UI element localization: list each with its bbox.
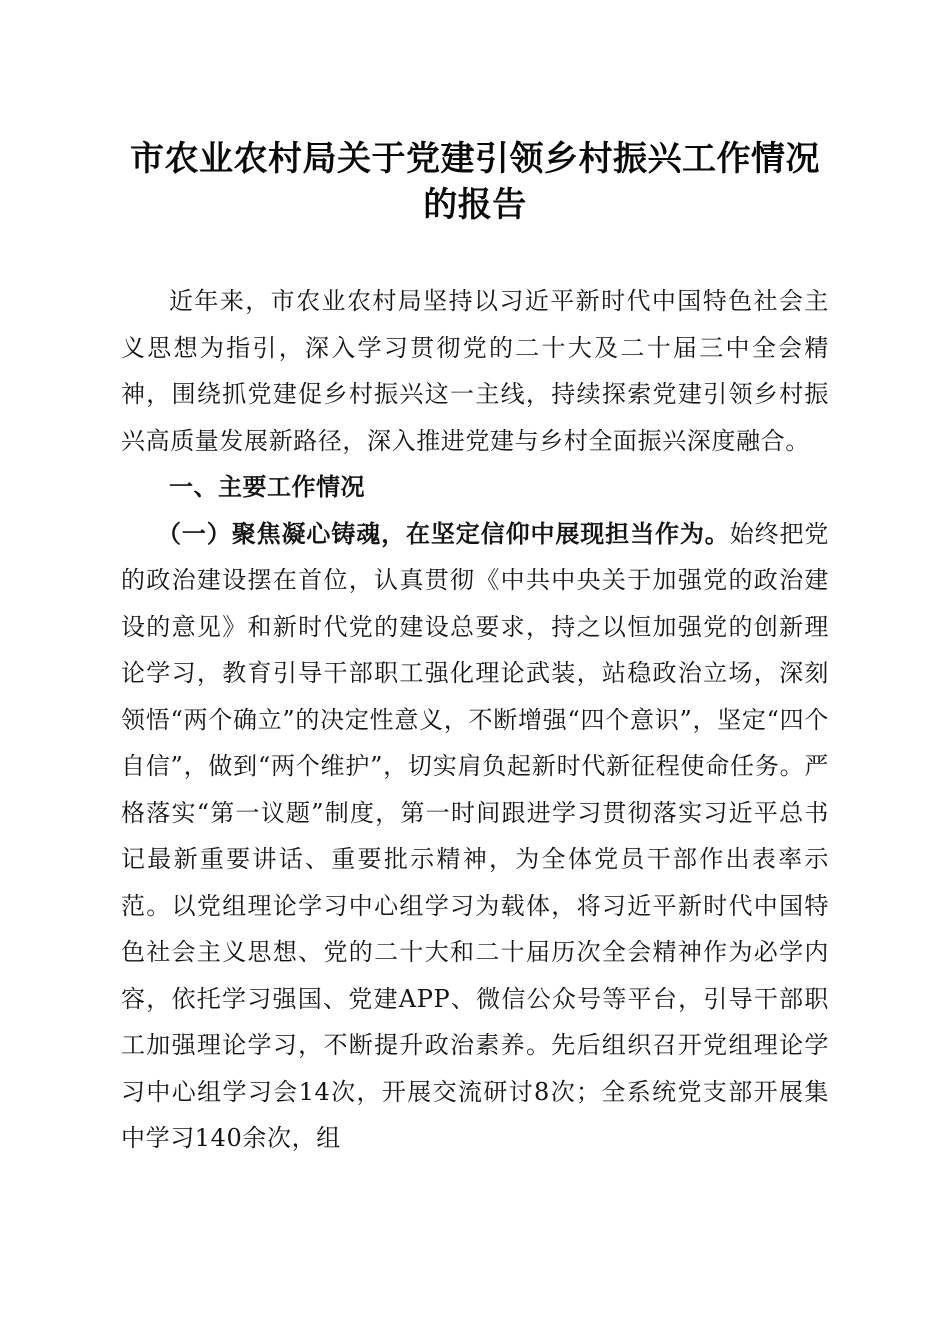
- intro-paragraph: 近年来，市农业农村局坚持以习近平新时代中国特色社会主义思想为指引，深入学习贯彻党的二十大及二十届三中全会精神，围绕抓党建促乡村振兴这一主线，持续探索党建引领乡村振兴高质量发展新路径，深入推进党建与乡村全面振兴深度融合。: [121, 287, 829, 455]
- section-heading: 一、主要工作情况: [169, 473, 365, 501]
- title-line-1: 市农业农村局关于党建引领乡村振兴工作情况: [130, 139, 820, 179]
- subsection-lead: （一）聚焦凝心铸魂，在坚定信仰中展现担当作为。: [157, 518, 730, 548]
- document-title: [100, 136, 850, 228]
- subsection-paragraph: [121, 511, 829, 1162]
- document-body: [121, 278, 829, 1162]
- title-line-2: 的报告: [423, 185, 527, 225]
- subsection-body: 始终把党的政治建设摆在首位，认真贯彻《中共中央关于加强党的政治建设的意见》和新时代党的建设总要求，持之以恒加强党的创新理论学习，教育引导干部职工强化理论武装，站稳政治立场，深刻领悟“两个确立”的决定性意义，不断增强“四个意识”，坚定“四个自信”，做到“两个维护”，切实肩负起新时代新征程使命任务。严格落实“第一议题”制度，第一时间跟进学习贯彻落实习近平总书记最新重要讲话、重要批示精神，为全体党员干部作出表率示范。以党组理论学习中心组学习为载体，将习近平新时代中国特色社会主义思想、党的二十大和二十届历次全会精神作为必学内容，依托学习强国、党建APP、微信公众号等平台，引导干部职工加强理论学习，不断提升政治素养。先后组织召开党组理论学习中心组学习会14次，开展交流研讨8次；全系统党支部开展集中学习140余次，组: [121, 519, 829, 1152]
